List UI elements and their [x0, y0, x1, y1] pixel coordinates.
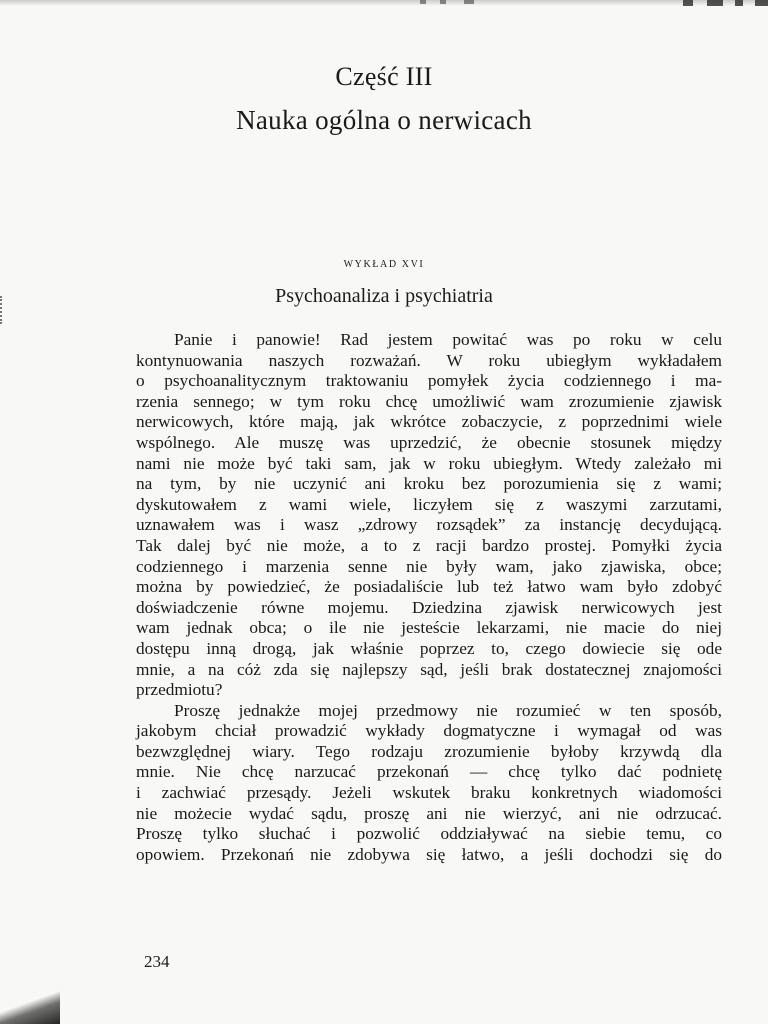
text-line: przedmiotu? — [136, 680, 223, 700]
text-line: jakobym chciał prowadzić wykłady dogmatyczne i wymagał od was — [136, 721, 722, 741]
page-number: 234 — [144, 952, 170, 971]
text-line: uznawałem was i wasz „zdrowy rozsądek” za instancję decydującą. — [136, 515, 722, 535]
scan-top-edge — [0, 0, 768, 6]
text-line: można by powiedzieć, że posiadaliście lub też łatwo wam było zdobyć — [136, 577, 722, 597]
text-line: nerwicowych, które mają, jak wkrótce zobaczycie, z poprzednimi wiele — [136, 412, 722, 432]
scan-artifact-bottom-left — [0, 990, 60, 1024]
text-line: rzenia sennego; w tym roku chcę umożliwić wam zrozumienie zjawisk — [136, 391, 722, 411]
text-line: i zachwiać przesądy. Jeżeli wskutek braku konkretnych wiadomości — [136, 783, 722, 803]
part-title: Nauka ogólna o nerwicach — [236, 105, 532, 135]
text-line: Proszę tylko słuchać i pozwolić oddziaływać na siebie temu, co — [136, 824, 722, 844]
scan-artifact-top-right — [683, 0, 768, 6]
text-line: dyskutowałem z wami wiele, liczyłem się z waszymi zarzutami, — [136, 494, 722, 514]
text-line: o psychoanalitycznym traktowaniu pomyłek życia codziennego i ma- — [136, 371, 722, 391]
scan-artifact-top — [420, 0, 474, 4]
text-line: mnie, a na cóż zda się najlepszy sąd, jeśli brak dostatecznej znajomości — [136, 659, 722, 679]
body-text — [136, 330, 722, 865]
text-line: mnie. Nie chcę narzucać przekonań — chcę tylko dać podnietę — [136, 762, 722, 782]
text-line: wam jednak obca; o ile nie jesteście lekarzami, nie macie do niej — [136, 618, 722, 638]
text-line: kontynuowania naszych rozważań. W roku ubiegłym wykładałem — [136, 350, 722, 370]
text-line: codziennego i marzenia senne nie były wam, jako zjawiska, obce; — [136, 556, 722, 576]
text-line: Proszę jednakże mojej przedmowy nie rozumieć w ten sposób, — [174, 700, 722, 720]
text-line: Tak dalej być nie może, a to z racji bardzo prostej. Pomyłki życia — [136, 535, 722, 555]
text-line: opowiem. Przekonań nie zdobywa się łatwo, a jeśli dochodzi się do — [136, 844, 722, 864]
text-line: dostępu inną drogą, jak właśnie poprzez to, czego dowiecie się ode — [136, 638, 722, 658]
lecture-title: Psychoanaliza i psychiatria — [275, 285, 493, 307]
part-heading: Część III — [335, 62, 433, 91]
text-line: doświadczenie równe mojemu. Dziedzina zjawisk nerwicowych jest — [136, 597, 722, 617]
text-line: nami nie może być taki sam, jak w roku ubiegłym. Wtedy zależało mi — [136, 453, 722, 473]
lecture-label: WYKŁAD XVI — [343, 259, 425, 270]
text-line: na tym, by nie uczynić ani kroku bez porozumienia się z wami; — [136, 474, 722, 494]
text-line: nie możecie wydać sądu, proszę ani nie wierzyć, ani nie odrzucać. — [136, 803, 722, 823]
text-line: bezwzględnej wiary. Tego rodzaju zrozumienie byłoby krzywdą dla — [136, 741, 722, 761]
text-line: wspólnego. Ale muszę was uprzedzić, że obecnie stosunek między — [136, 432, 722, 452]
text-line: Panie i panowie! Rad jestem powitać was po roku w celu — [174, 330, 722, 349]
